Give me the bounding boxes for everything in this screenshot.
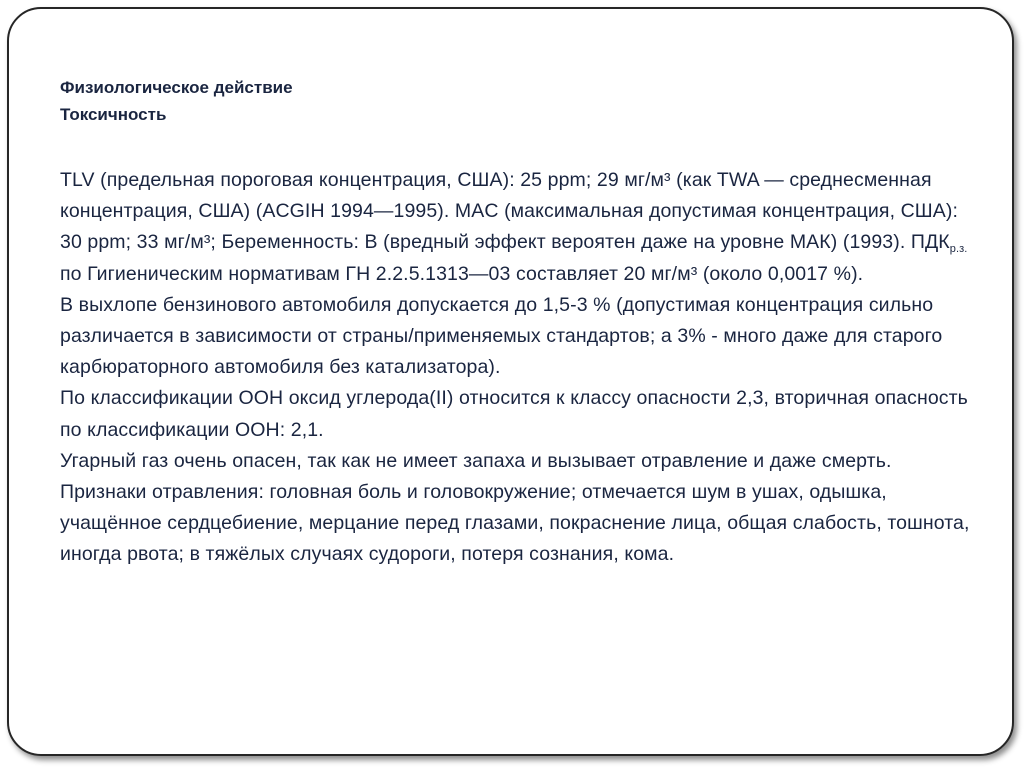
paragraph-exhaust: В выхлопе бензинового автомобиля допускается до 1,5-3 % (допустимая концентрация сильно различается в зависимости от страны/применяемых стандартов; а 3% - много даже для старого карбюраторного автомобиля без катализатора). — [60, 293, 943, 379]
paragraph-symptoms: Угарный газ очень опасен, так как не имеет запаха и вызывает отравление и даже смерть. Признаки отравления: головная боль и головокружение; отмечается шум в ушах, одышка, учащённое сердцебиение, мерцание перед глазами, покраснение лица, общая слабость, тошнота, иногда рвота; в тяжёлых случаях судороги, потеря сознания, кома. — [60, 449, 970, 566]
slide-heading-1: Физиологическое действие — [60, 78, 293, 97]
paragraph-un-class: По классификации ООН оксид углерода(II) относится к классу опасности 2,3, вторичная опасность по классификации ООН: 2,1. — [60, 387, 968, 441]
paragraph-tlv — [60, 165, 980, 290]
slide-heading-2: Токсичность — [60, 105, 167, 124]
heading-spacer — [60, 128, 980, 165]
slide-body — [60, 165, 980, 571]
paragraph-tlv-part2: по Гигиеническим нормативам ГН 2.2.5.1313—03 составляет 20 мг/м³ (около 0,0017 %). — [60, 262, 864, 285]
slide-content — [60, 74, 980, 571]
pdk-subscript: р.з. — [949, 243, 968, 256]
paragraph-tlv-part1: TLV (предельная пороговая концентрация, США): 25 ppm; 29 мг/м³ (как TWA — среднесменная концентрация, США) (ACGIH 1994—1995). MAC (максимальная допустимая концентрация, США): 30 ppm; 33 мг/м³; Беременность: B (вредный эффект вероятен даже на уровне МАК) (1993). ПДК — [60, 169, 958, 254]
